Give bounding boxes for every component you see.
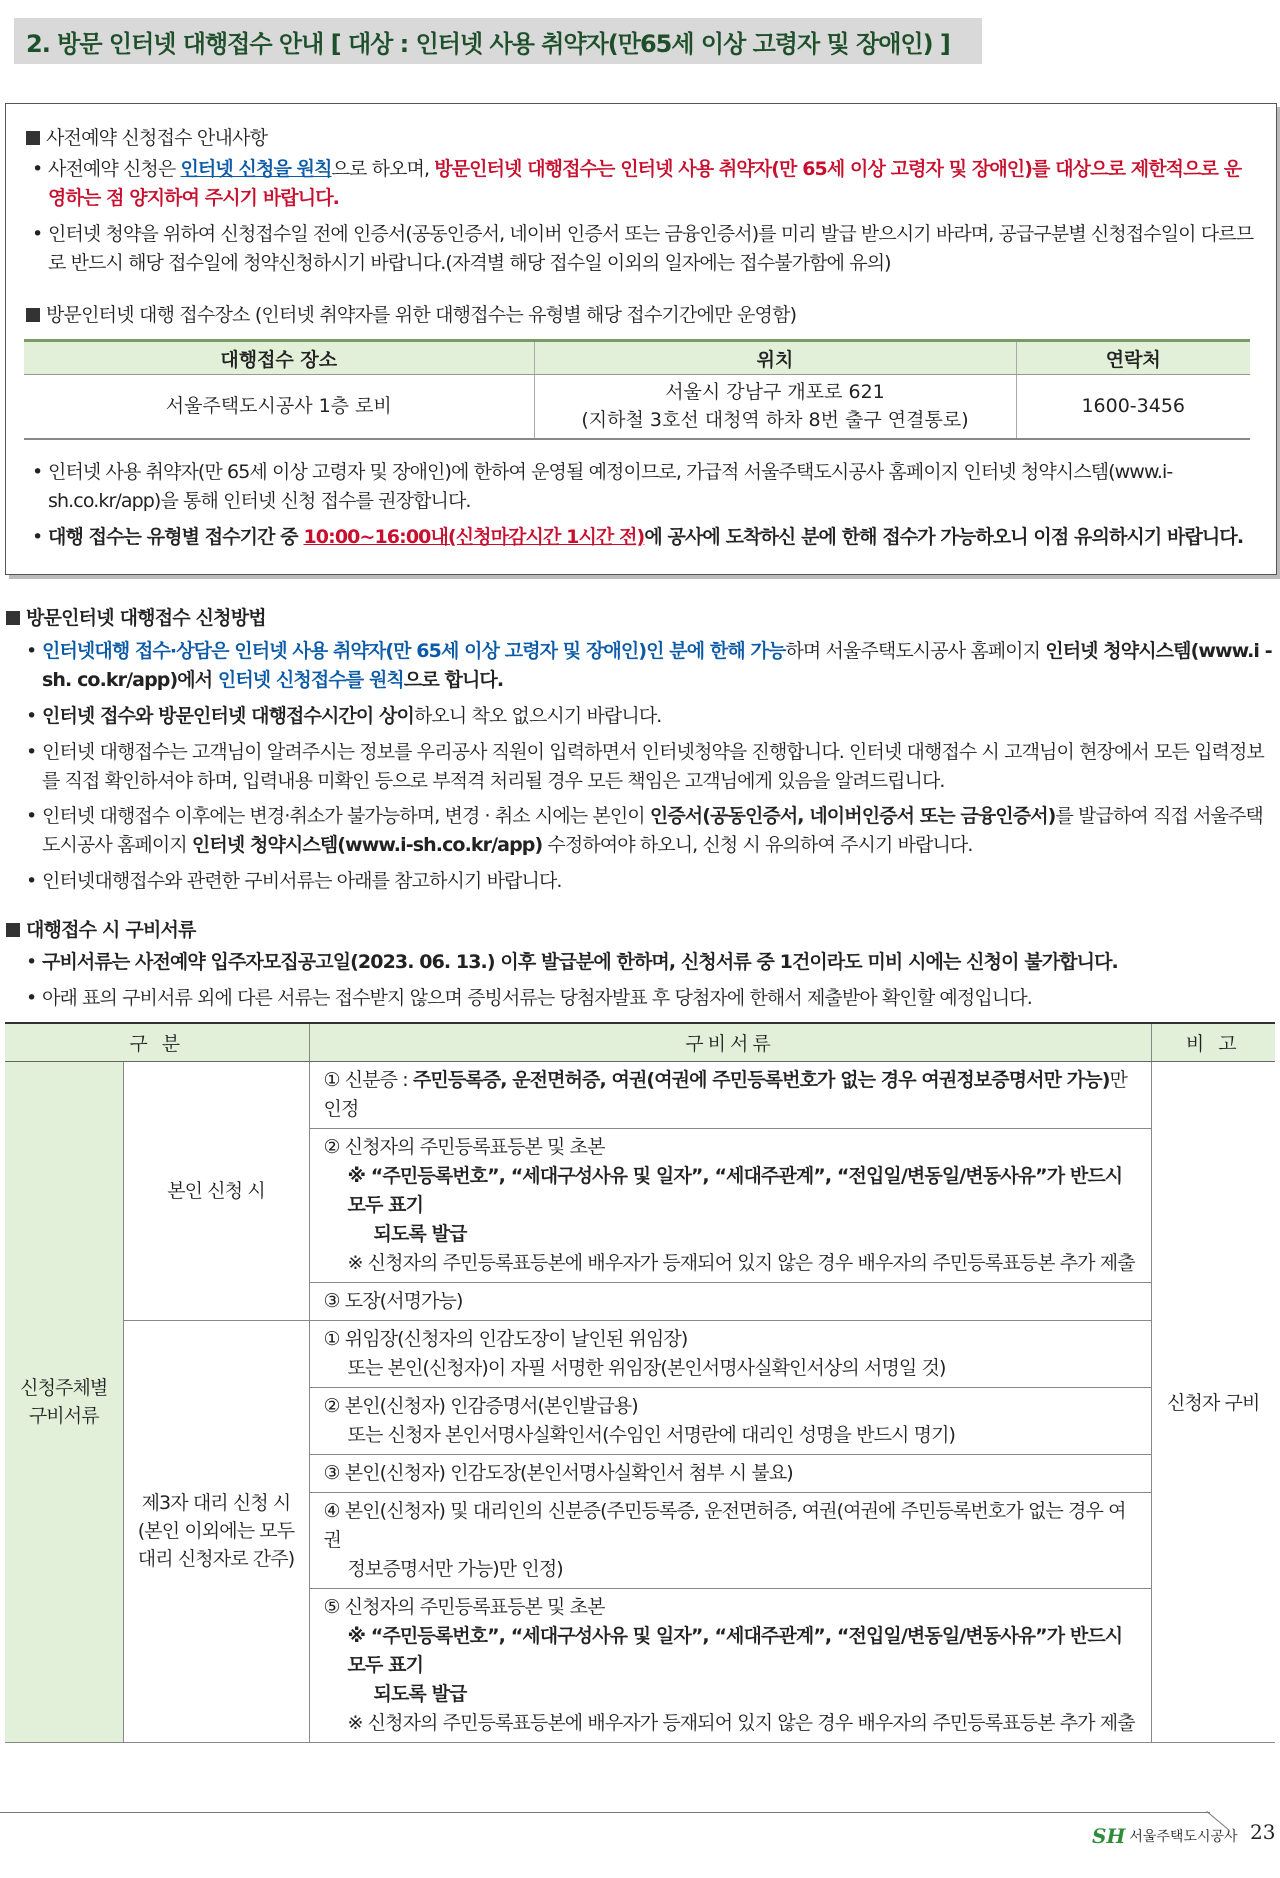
- header-category: 구 분: [5, 1023, 309, 1061]
- doc-proxy-1: ① 위임장(신청자의 인감도장이 날인된 위임장) 또는 본인(신청자)이 자필 서명한 위임장(본인서명사실확인서상의 서명일 것): [309, 1320, 1151, 1387]
- cell-place: 서울주택도시공사 1층 로비: [24, 375, 534, 439]
- square-bullet-icon: [6, 923, 20, 937]
- method-bullet-4: • 인터넷 대행접수 이후에는 변경·취소가 불가능하며, 변경 · 취소 시에는 본인이 인증서(공동인증서, 네이버인증서 또는 금융인증서)를 발급하여 직접 서울주택도시공사 홈페이지 인터넷 청약시스템(www.i-sh.co.kr/app) 수정하여야 하오니, 신청 시 유의하여 주시기 바랍니다.: [26, 805, 1263, 856]
- method-bullet-2: • 인터넷 접수와 방문인터넷 대행접수시간이 상이하오니 착오 없으시기 바랍니다.: [26, 705, 662, 727]
- group-label: 신청주체별 구비서류: [5, 1061, 123, 1743]
- method-bullet-1: • 인터넷대행 접수·상담은 인터넷 사용 취약자(만 65세 이상 고령자 및 장애인)인 분에 한해 가능하며 서울주택도시공사 홈페이지 인터넷 청약시스템(www.i - sh. co.kr/app)에서 인터넷 신청접수를 원칙으로 합니다.: [26, 640, 1272, 691]
- header-remarks: 비 고: [1151, 1023, 1275, 1061]
- section-heading-method: 방문인터넷 대행접수 신청방법: [6, 603, 266, 630]
- page-number: 23: [1250, 1820, 1276, 1844]
- doc-self-3: ③ 도장(서명가능): [309, 1282, 1151, 1320]
- square-bullet-icon: [6, 611, 20, 625]
- section-heading-documents: 대행접수 시 구비서류: [6, 915, 196, 942]
- doc-proxy-4: ④ 본인(신청자) 및 대리인의 신분증(주민등록증, 운전면허증, 여권(여권에 주민등록번호가 없는 경우 여권 정보증명서만 가능)만 인정): [309, 1492, 1151, 1588]
- header-location: 위치: [534, 341, 1016, 375]
- method-bullet-3: • 인터넷 대행접수는 고객님이 알려주시는 정보를 우리공사 직원이 입력하면서 인터넷청약을 진행합니다. 인터넷 대행접수 시 고객님이 현장에서 모든 입력정보를 직접 확인하셔야 하며, 입력내용 미확인 등으로 부적격 처리될 경우 모든 책임은 고객님에게 있음을 알려드립니다.: [26, 741, 1264, 792]
- doc-self-2: ② 신청자의 주민등록표등본 및 초본 ※ “주민등록번호”, “세대구성사유 및 일자”, “세대주관계”, “전입일/변동일/변동사유”가 반드시 모두 표기 되도록 발급 ※ 신청자의 주민등록표등본에 배우자가 등재되어 있지 않은 경우 배우자의 주민등록표등본 추가 제출: [309, 1128, 1151, 1282]
- docs-bullet-1: • 구비서류는 사전예약 입주자모집공고일(2023. 06. 13.) 이후 발급분에 한하며, 신청서류 중 1건이라도 미비 시에는 신청이 불가합니다.: [26, 951, 1118, 973]
- doc-self-1: ① 신분증 : 주민등록증, 운전면허증, 여권(여권에 주민등록번호가 없는 경우 여권정보증명서만 가능)만 인정: [309, 1061, 1151, 1128]
- square-bullet-icon: [26, 131, 40, 145]
- page-title: 2. 방문 인터넷 대행접수 안내 [ 대상 : 인터넷 사용 취약자(만65세 이상 고령자 및 장애인) ]: [14, 18, 982, 64]
- bullet-online-principle: • 사전예약 신청은 인터넷 신청을 원칙으로 하오며, 방문인터넷 대행접수는 인터넷 사용 취약자(만 65세 이상 고령자 및 장애인)를 대상으로 제한적으로 운영하는 점 양지하여 주시기 바랍니다.: [32, 158, 1242, 209]
- sh-logo: SH 서울주택도시공사: [1092, 1824, 1238, 1848]
- cell-location: 서울시 강남구 개포로 621 (지하철 3호선 대청역 하차 8번 출구 연결통로): [534, 375, 1016, 439]
- docs-bullet-2: • 아래 표의 구비서류 외에 다른 서류는 접수받지 않으며 증빙서류는 당첨자발표 후 당첨자에 한해서 제출받아 확인할 예정입니다.: [26, 987, 1032, 1009]
- bullet-certificate: • 인터넷 청약을 위하여 신청접수일 전에 인증서(공동인증서, 네이버 인증서 또는 금융인증서)를 미리 발급 받으시기 바라며, 공급구분별 신청접수일이 다르므로 반드시 해당 접수일에 청약신청하시기 바랍니다.(자격별 해당 접수일 이외의 일자에는 접수불가함에 유의): [32, 223, 1254, 274]
- remarks-cell: 신청자 구비: [1151, 1061, 1275, 1743]
- section-heading-location: 방문인터넷 대행 접수장소 (인터넷 취약자를 위한 대행접수는 유형별 해당 접수기간에만 운영함): [26, 300, 796, 327]
- doc-proxy-2: ② 본인(신청자) 인감증명서(본인발급용) 또는 신청자 본인서명사실확인서(수임인 서명란에 대리인 성명을 반드시 명기): [309, 1387, 1151, 1454]
- section-heading-reservation: 사전예약 신청접수 안내사항: [26, 123, 267, 150]
- self-apply-label: 본인 신청 시: [123, 1061, 309, 1320]
- doc-proxy-5: ⑤ 신청자의 주민등록표등본 및 초본 ※ “주민등록번호”, “세대구성사유 및 일자”, “세대주관계”, “전입일/변동일/변동사유”가 반드시 모두 표기 되도록 발급 ※ 신청자의 주민등록표등본에 배우자가 등재되어 있지 않은 경우 배우자의 주민등록표등본 추가 제출: [309, 1588, 1151, 1742]
- header-place: 대행접수 장소: [24, 341, 534, 375]
- header-contact: 연락처: [1016, 341, 1250, 375]
- square-bullet-icon: [26, 308, 40, 322]
- header-documents: 구비서류: [309, 1023, 1151, 1061]
- documents-table: [5, 1022, 1275, 1743]
- bullet-proxy-hours: • 대행 접수는 유형별 접수기간 중 10:00~16:00내(신청마감시간 1시간 전)에 공사에 도착하신 분에 한해 접수가 가능하오니 이점 유의하시기 바랍니다.: [32, 526, 1244, 548]
- cell-phone: 1600-3456: [1016, 375, 1250, 439]
- location-table: [24, 339, 1250, 440]
- proxy-apply-label: 제3자 대리 신청 시 (본인 이외에는 모두 대리 신청자로 간주): [123, 1320, 309, 1743]
- method-bullet-5: • 인터넷대행접수와 관련한 구비서류는 아래를 참고하시기 바랍니다.: [26, 870, 562, 892]
- bullet-online-recommend: • 인터넷 사용 취약자(만 65세 이상 고령자 및 장애인)에 한하여 운영될 예정이므로, 가급적 서울주택도시공사 홈페이지 인터넷 청약시스템(www.i-sh.co.kr/app)을 통해 인터넷 신청 접수를 권장합니다.: [32, 461, 1173, 512]
- footer-divider: [0, 1812, 1210, 1813]
- doc-proxy-3: ③ 본인(신청자) 인감도장(본인서명사실확인서 첨부 시 불요): [309, 1454, 1151, 1492]
